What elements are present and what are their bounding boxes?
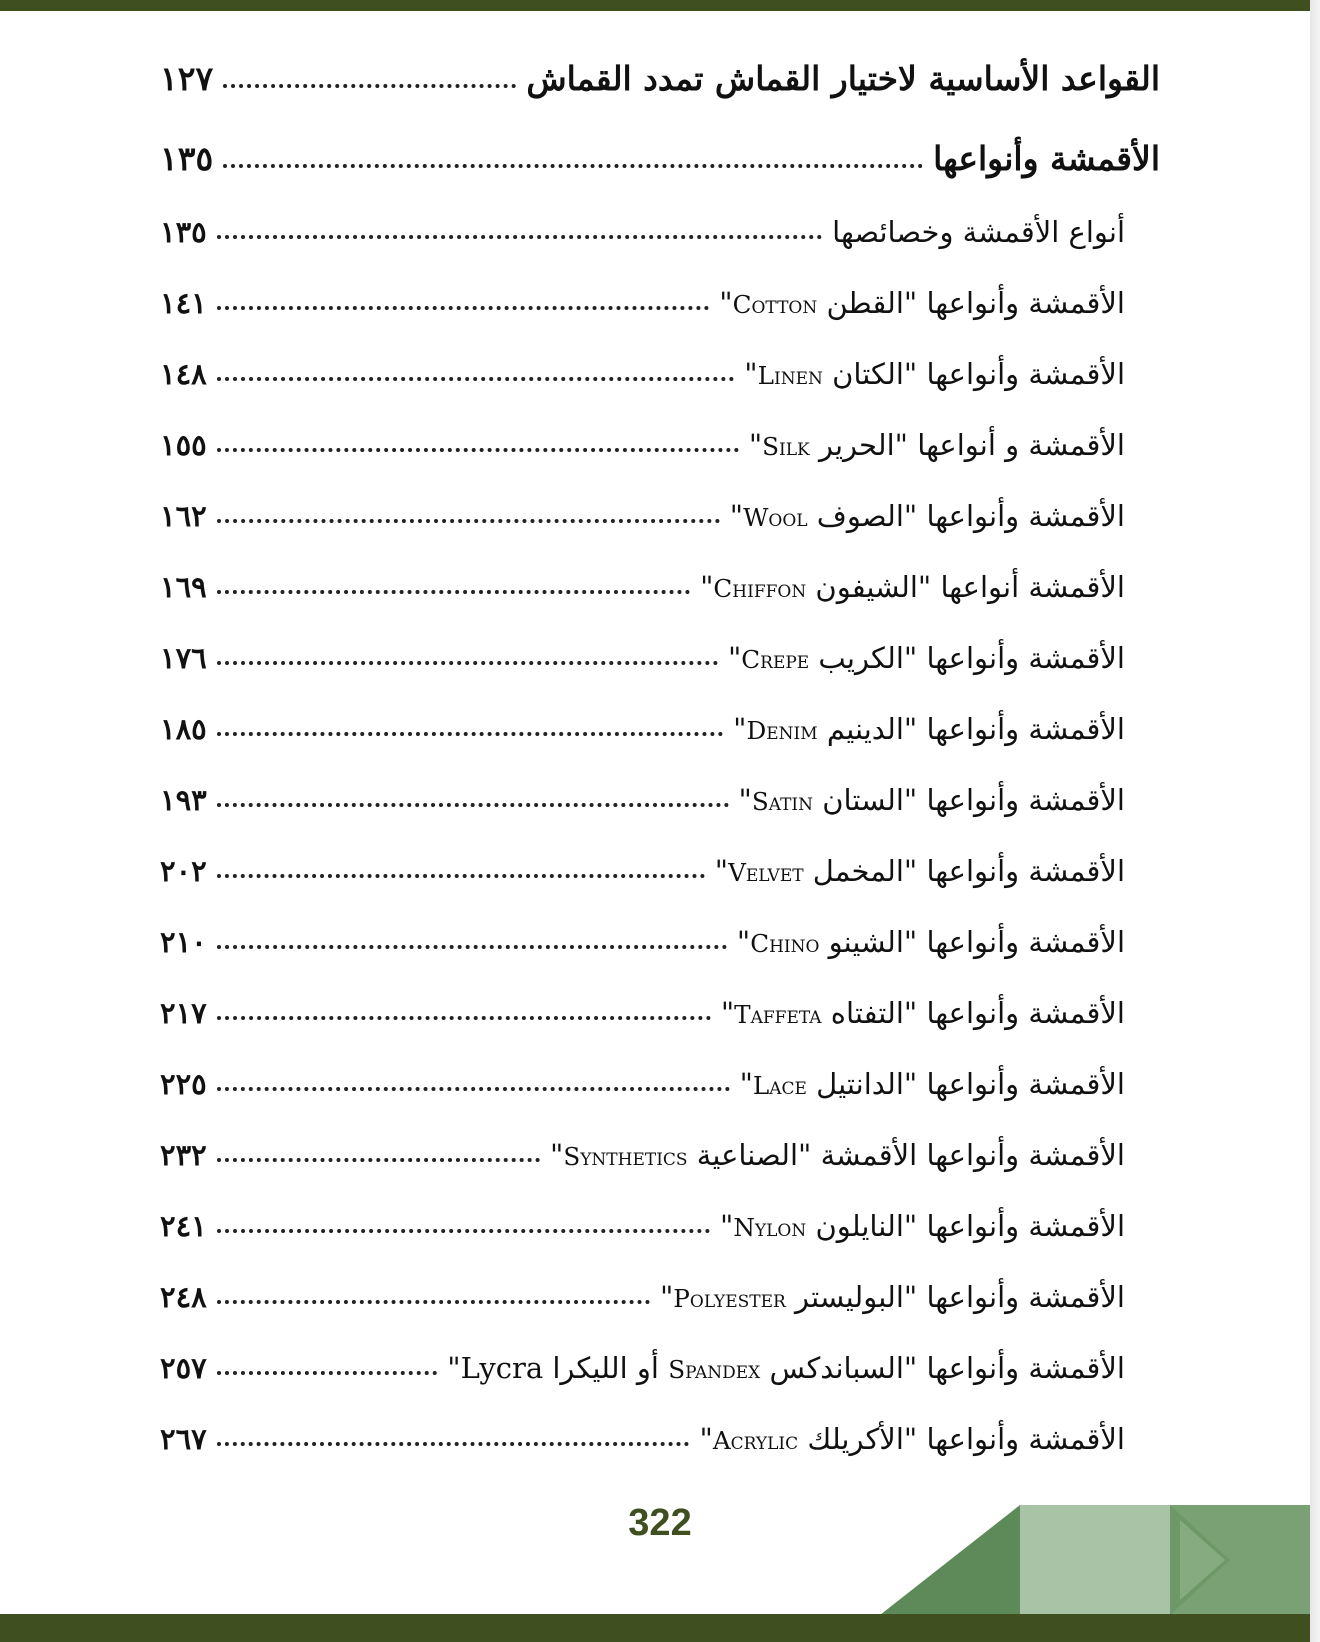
toc-page-number: ١٦٩ [160, 570, 207, 604]
toc-entry [160, 1326, 1160, 1397]
toc-page-number: ١٩٣ [160, 783, 207, 817]
top-border-bar [0, 0, 1310, 11]
toc-page-number: ٢٢٥ [160, 1067, 207, 1101]
toc-page-number: ١٦٢ [160, 499, 207, 533]
toc-page-number: ٢٦٧ [160, 1422, 207, 1456]
toc-dot-leader [217, 448, 739, 452]
toc-entry [160, 1255, 1160, 1326]
toc-dot-leader [217, 945, 727, 949]
toc-entry [160, 1184, 1160, 1255]
toc-entry-title: الأقمشة وأنواعها "السباندكس Spandex أو الليكرا Lycra" [447, 1351, 1125, 1385]
toc-page-number: ١٤٨ [160, 357, 207, 391]
deco-light-panel [1020, 1505, 1170, 1615]
toc-entry [160, 1397, 1160, 1468]
toc-page-number: ١٤١ [160, 286, 207, 320]
toc-page-number: ٢١٧ [160, 996, 207, 1030]
deco-dark-triangle [880, 1505, 1020, 1615]
toc-entry [160, 687, 1160, 758]
corner-decoration [880, 1505, 1310, 1615]
toc-page-number: ٢٤٨ [160, 1280, 207, 1314]
toc-page-number: ١٣٥ [160, 139, 214, 178]
toc-page-number: ١٥٥ [160, 428, 207, 462]
toc-dot-leader [217, 732, 723, 736]
toc-page-number: ٢٥٧ [160, 1351, 207, 1385]
table-of-contents [160, 30, 1160, 1468]
page-edge-shadow [1310, 0, 1320, 1642]
toc-entry-title: الأقمشة وأنواعها "الصوف Wool" [729, 499, 1125, 533]
toc-dot-leader [223, 84, 516, 88]
toc-entry-title: الأقمشة وأنواعها "النايلون Nylon" [720, 1209, 1125, 1243]
toc-entry-title: الأقمشة وأنواعها "البوليستر Polyester" [659, 1280, 1125, 1314]
toc-dot-leader [217, 1229, 710, 1233]
toc-entry-title: الأقمشة وأنواعها "المخمل Velvet" [714, 854, 1125, 888]
toc-page-number: ١٣٥ [160, 215, 207, 249]
toc-entry-title: الأقمشة وأنواعها "الدينيم Denim" [733, 712, 1125, 746]
toc-dot-leader [217, 1442, 690, 1446]
toc-dot-leader [223, 164, 923, 168]
toc-dot-leader [217, 803, 729, 807]
toc-entry-title: أنواع الأقمشة وخصائصها [832, 215, 1125, 249]
toc-entry-title: الأقمشة وأنواعها "الشينو Chino" [736, 925, 1125, 959]
toc-dot-leader [217, 1158, 540, 1162]
toc-entry [160, 616, 1160, 687]
toc-dot-leader [217, 1300, 650, 1304]
toc-page-number: ٢١٠ [160, 925, 207, 959]
toc-page-number: ٢٠٢ [160, 854, 207, 888]
toc-entry [160, 474, 1160, 545]
toc-dot-leader [217, 519, 720, 523]
toc-entry [160, 829, 1160, 900]
toc-entry-title: الأقمشة و أنواعها "الحرير Silk" [748, 428, 1125, 462]
toc-entry [160, 971, 1160, 1042]
toc-entry [160, 545, 1160, 616]
toc-entry [160, 900, 1160, 971]
toc-entry-title: الأقمشة أنواعها "الشيفون Chiffon" [700, 570, 1125, 604]
toc-entry-title: الأقمشة وأنواعها "الكريب Crepe" [727, 641, 1125, 675]
toc-page-number: ١٧٦ [160, 641, 207, 675]
toc-entry [160, 332, 1160, 403]
toc-dot-leader [217, 306, 710, 310]
toc-page-number: ٢٣٢ [160, 1138, 207, 1172]
toc-entry-title: الأقمشة وأنواعها [933, 139, 1160, 178]
toc-page-number: ١٢٧ [160, 59, 214, 98]
toc-entry [160, 190, 1160, 261]
toc-dot-leader [217, 661, 718, 665]
toc-entry-title: القواعد الأساسية لاختيار القماش تمدد القماش [526, 59, 1160, 98]
bottom-border-bar [0, 1614, 1310, 1642]
toc-dot-leader [217, 1371, 438, 1375]
toc-page-number: ١٨٥ [160, 712, 207, 746]
toc-entry-title: الأقمشة وأنواعها الأقمشة "الصناعية Synthetics" [549, 1138, 1125, 1172]
toc-entry [160, 1042, 1160, 1113]
toc-entry-title: الأقمشة وأنواعها "التفتاه Taffeta" [720, 996, 1125, 1030]
toc-entry-main [160, 30, 1160, 110]
toc-dot-leader [217, 235, 822, 239]
toc-dot-leader [217, 590, 690, 594]
toc-entry-title: الأقمشة وأنواعها "الأكريلك Acrylic" [699, 1422, 1125, 1456]
toc-entry-title: الأقمشة وأنواعها "الستان Satin" [738, 783, 1125, 817]
toc-entry [160, 261, 1160, 332]
toc-entry-main [160, 110, 1160, 190]
toc-entry-title: الأقمشة وأنواعها "القطن Cotton" [719, 286, 1125, 320]
toc-dot-leader [217, 377, 735, 381]
toc-dot-leader [217, 1087, 730, 1091]
toc-entry-title: الأقمشة وأنواعها "الدانتيل Lace" [739, 1067, 1125, 1101]
toc-dot-leader [217, 874, 705, 878]
toc-dot-leader [217, 1016, 711, 1020]
toc-entry-title: الأقمشة وأنواعها "الكتان Linen" [744, 357, 1125, 391]
toc-entry [160, 758, 1160, 829]
toc-entry [160, 1113, 1160, 1184]
toc-page-number: ٢٤١ [160, 1209, 207, 1243]
footer-page-number: 322 [628, 1502, 692, 1544]
toc-entry [160, 403, 1160, 474]
